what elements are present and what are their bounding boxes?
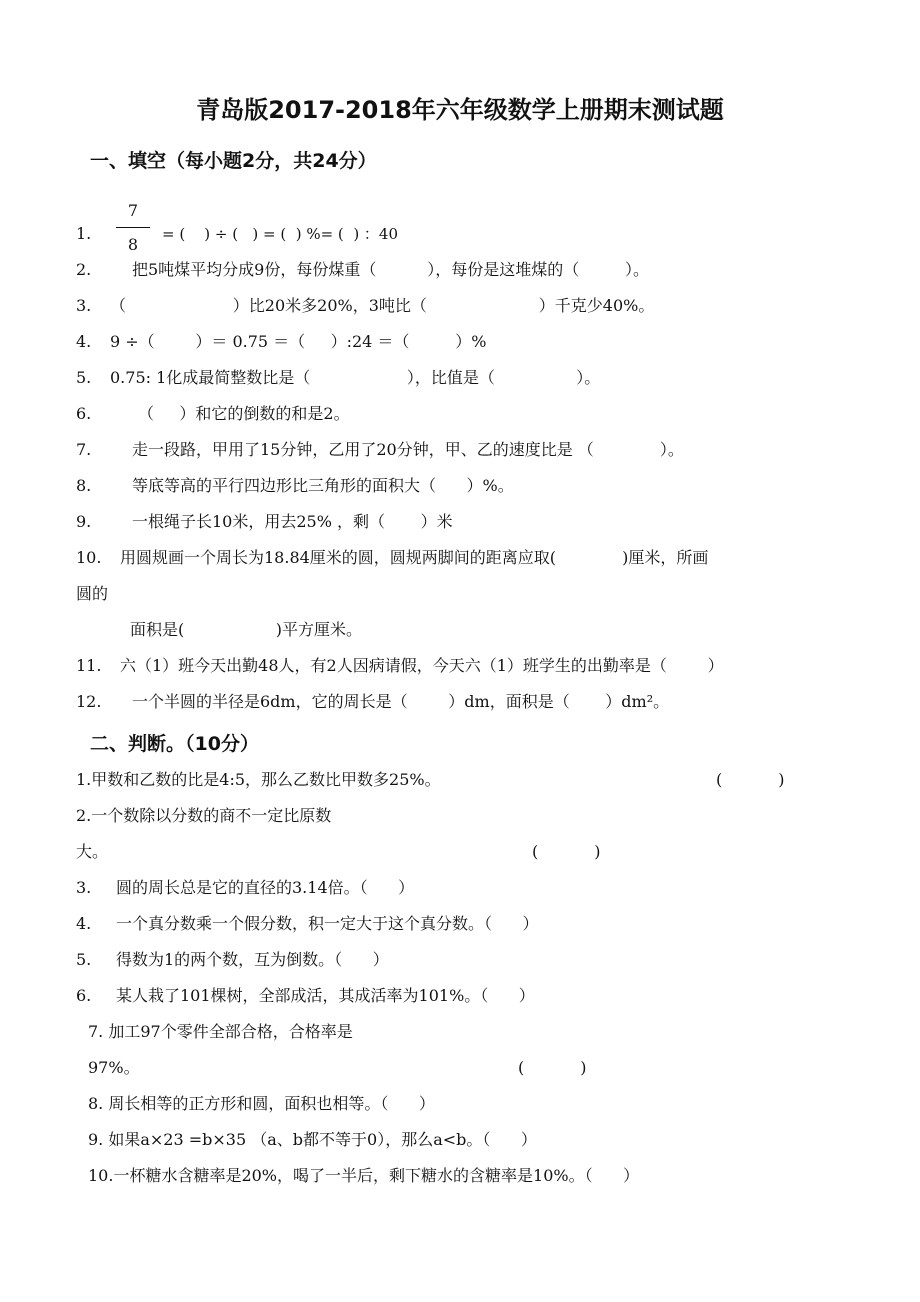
question-number: 3. [76,296,92,315]
fraction-denominator: 8 [127,235,139,254]
question-text: 一根绳子长10米，用去25% ，剩（ ）米 [132,512,453,531]
question-number: 7. [76,440,92,459]
judgement-item: 9. 如果a×23 =b×35 （a、b都不等于0），那么a<b。（ ） [88,1130,537,1149]
judgement-item: 圆的周长总是它的直径的3.14倍。（ ） [116,878,415,897]
question-number: 4. [76,914,92,933]
fraction-seven-eighths [116,201,150,257]
question-number: 6. [76,404,92,423]
question-number: 12. [76,692,102,711]
judgement-item: 8. 周长相等的正方形和圆，面积也相等。（ ） [88,1094,435,1113]
question-text: （ ）和它的倒数的和是2。 [138,404,350,423]
section-heading-true-false: 二、判断。（10分） [90,733,259,755]
question-number: 2. [76,260,92,279]
question-number: 1. [76,224,92,243]
judgement-item: 1.甲数和乙数的比是4:5，那么乙数比甲数多25%。 [76,770,441,789]
judgement-item-continued: 大。 [76,842,109,861]
question-text-continued: 圆的 [76,584,109,603]
question-text: 一个半圆的半径是6dm，它的周长是（ ）dm，面积是（ ）dm²。 [132,692,670,711]
judgement-item-continued: 97%。 [88,1058,140,1077]
question-number: 9. [76,512,92,531]
judgement-item: 7. 加工97个零件全部合格，合格率是 [88,1022,353,1041]
question-number: 3. [76,878,92,897]
judgement-item: 10.一杯糖水含糖率是20%，喝了一半后，剩下糖水的含糖率是10%。（ ） [88,1166,640,1185]
section-heading-fill-in: 一、填空（每小题2分，共24分） [90,150,377,172]
judgement-item: 2.一个数除以分数的商不一定比原数 [76,806,332,825]
question-text: （ ）比20米多20%，3吨比（ ）千克少40%。 [110,296,655,315]
question-number: 4. [76,332,92,351]
question-number: 11. [76,656,102,675]
question-number: 10. [76,548,102,567]
question-text-continued: 面积是( )平方厘米。 [130,620,363,639]
page-title: 青岛版2017-2018年六年级数学上册期末测试题 [196,96,724,124]
question-number: 6. [76,986,92,1005]
fraction-bar [116,227,150,228]
answer-parentheses: ( ) [532,842,601,861]
question-text: 把5吨煤平均分成9份，每份煤重（ ），每份是这堆煤的（ ）。 [132,260,649,279]
question-text: 9 ÷（ ）＝ 0.75 ＝（ ）:24 ＝（ ）% [110,332,487,351]
question-text: 等底等高的平行四边形比三角形的面积大（ ）%。 [132,476,514,495]
question-text: 六（1）班今天出勤48人，有2人因病请假，今天六（1）班学生的出勤率是（ ） [120,656,724,675]
question-text: 0.75: 1化成最简整数比是（ ），比值是（ ）。 [110,368,601,387]
judgement-item: 某人栽了101棵树，全部成活，其成活率为101%。（ ） [116,986,535,1005]
answer-parentheses: ( ) [716,770,785,789]
question-text: 走一段路，甲用了15分钟，乙用了20分钟，甲、乙的速度比是 （ ）。 [132,440,684,459]
question-number: 8. [76,476,92,495]
question-text: 用圆规画一个周长为18.84厘米的圆，圆规两脚间的距离应取( )厘米，所画 [120,548,709,567]
answer-parentheses: ( ) [518,1058,587,1077]
question-number: 5. [76,950,92,969]
fraction-numerator: 7 [127,201,139,220]
judgement-item: 一个真分数乘一个假分数，积一定大于这个真分数。（ ） [116,914,539,933]
question-number: 5. [76,368,92,387]
judgement-item: 得数为1的两个数，互为倒数。（ ） [116,950,389,969]
question-text: = ( ) ÷ ( ) = ( ) %= ( ) ：40 [162,225,399,243]
